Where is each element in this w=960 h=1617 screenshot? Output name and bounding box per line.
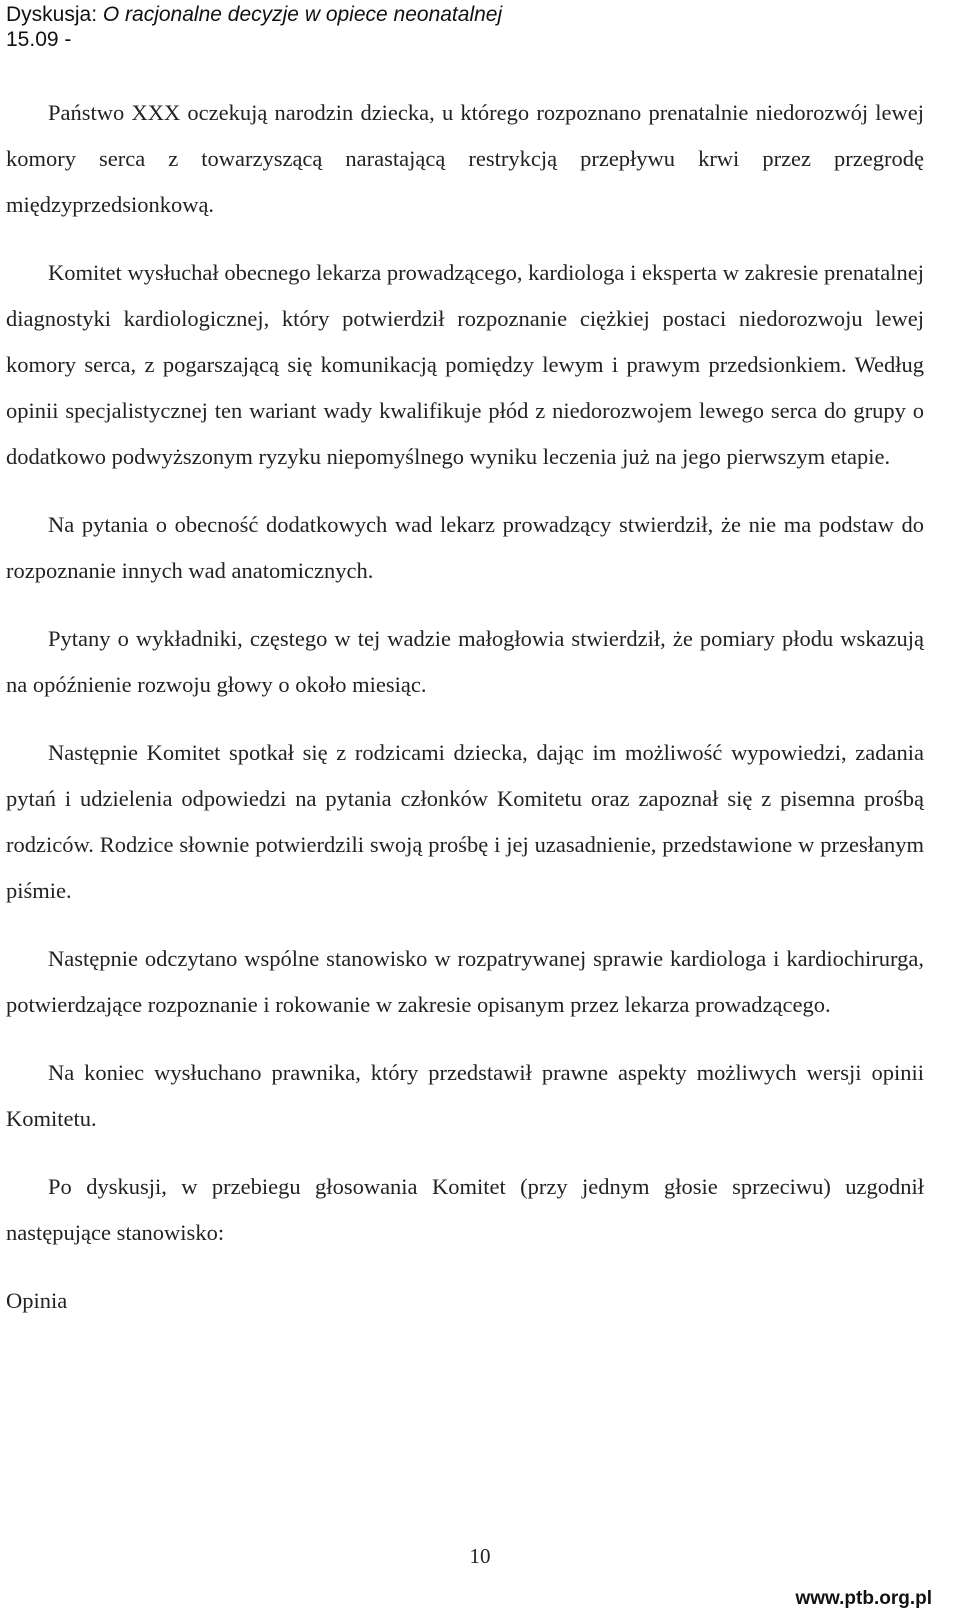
- header-title-line: [6, 2, 502, 27]
- header-title: O racjonalne decyzje w opiece neonatalnej: [102, 3, 503, 26]
- paragraph-parents-meeting: Następnie Komitet spotkał się z rodzicami dziecka, dając im możliwość wypowiedzi, zadania pytań i udzielenia odpowiedzi na pytania członków Komitetu oraz zapoznał się z pisemna prośbą rodziców. Rodzice słownie potwierdzili swoją prośbę i jej uzasadnienie, przedstawione w przesłanym piśmie.: [6, 740, 924, 903]
- header-date: 15.09 -: [6, 28, 72, 51]
- paragraph-intro: Państwo XXX oczekują narodzin dziecka, u którego rozpoznano prenatalnie niedorozwój lewej komory serca z towarzyszącą narastającą restrykcją przepływu krwi przez przegrodę międzyprzedsionkową.: [6, 100, 924, 217]
- document-body: [6, 90, 924, 1346]
- header-label: Dyskusja:: [6, 3, 98, 26]
- paragraph-joint-position: Następnie odczytano wspólne stanowisko w rozpatrywanej sprawie kardiologa i kardiochirurga, potwierdzające rozpoznanie i rokowanie w zakresie opisanym przez lekarza prowadzącego.: [6, 946, 924, 1017]
- document-header: [6, 2, 502, 52]
- page-number: 10: [469, 1544, 491, 1568]
- paragraph-committee-hearing: Komitet wysłuchał obecnego lekarza prowadzącego, kardiologa i eksperta w zakresie prenatalnej diagnostyki kardiologicznej, który potwierdził rozpoznanie ciężkiej postaci niedorozwoju lewej komory serca, z pogarszającą się komunikacją pomiędzy lewym i prawym przedsionkiem. Według opinii specjalistycznej ten wariant wady kwalifikuje płód z niedorozwojem lewego serca do grupy o dodatkowo podwyższonym ryzyku niepomyślnego wyniku leczenia już na jego pierwszym etapie.: [6, 260, 924, 469]
- site-url: www.ptb.org.pl: [795, 1588, 932, 1609]
- paragraph-lawyer: Na koniec wysłuchano prawnika, który przedstawił prawne aspekty możliwych wersji opinii Komitetu.: [6, 1060, 924, 1131]
- paragraph-additional-defects: Na pytania o obecność dodatkowych wad lekarz prowadzący stwierdził, że nie ma podstaw do rozpoznanie innych wad anatomicznych.: [6, 512, 924, 583]
- paragraph-microcephaly: Pytany o wykładniki, częstego w tej wadzie małogłowia stwierdził, że pomiary płodu wskazują na opóźnienie rozwoju głowy o około miesiąc.: [6, 626, 924, 697]
- paragraph-vote: Po dyskusji, w przebiegu głosowania Komitet (przy jednym głosie sprzeciwu) uzgodnił następujące stanowisko:: [6, 1174, 924, 1245]
- paragraph-opinion-heading: Opinia: [6, 1288, 68, 1313]
